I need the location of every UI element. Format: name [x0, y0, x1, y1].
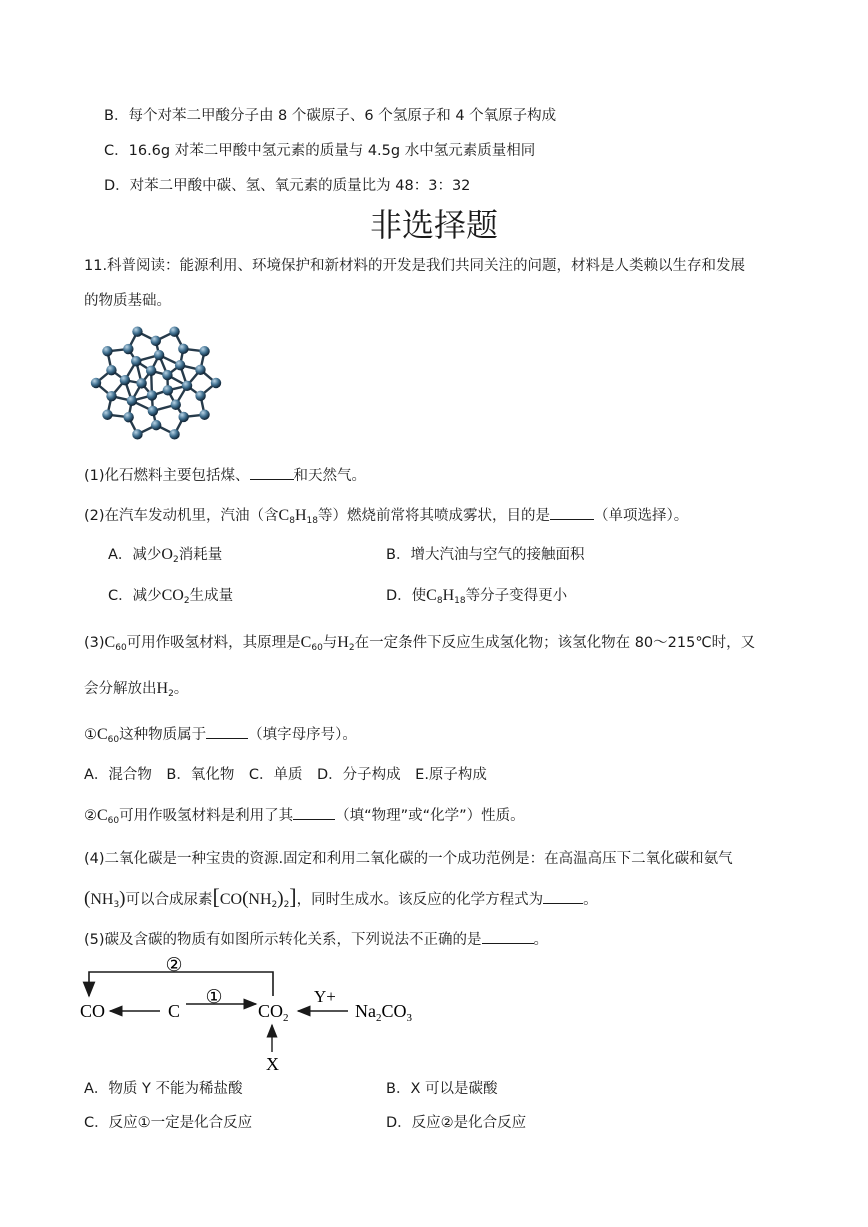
answer-blank-3b[interactable] — [293, 805, 335, 820]
c60-atom — [102, 410, 112, 420]
q11-part1: (1)化石燃料主要包括煤、 和天然气。 — [84, 465, 366, 486]
q11-part5-option-a: A．物质 Y 不能为稀盐酸 — [84, 1081, 243, 1097]
c60-atom — [136, 378, 146, 388]
q11-part4: (4)二氧化碳是一种宝贵的资源.固定和利用二氧化碳的一个成功范例是：在高温高压下二氧化碳和氨气 — [84, 851, 733, 867]
c60-atom — [120, 375, 130, 385]
c60-atom — [151, 336, 161, 346]
c60-atom — [178, 344, 188, 354]
answer-blank-1[interactable] — [250, 465, 294, 480]
co2-label: $CO_2$ — [258, 1001, 289, 1024]
reaction-1-label: ① — [205, 987, 223, 1008]
carbon-conversion-diagram — [76, 952, 436, 1076]
c60-atom — [123, 344, 133, 354]
c60-atom — [178, 412, 188, 422]
q11-part3-sub1-options: A．混合物 B．氧化物 C．单质 D．分子构成 E.原子构成 — [84, 767, 487, 783]
answer-blank-2[interactable] — [550, 505, 594, 520]
q11-part2-option-a: A．减少$O_2$消耗量 — [108, 546, 223, 565]
q11-part5: (5)碳及含碳的物质有如图所示转化关系，下列说法不正确的是 。 — [84, 929, 548, 950]
answer-blank-3a[interactable] — [206, 724, 248, 739]
c60-atom — [169, 326, 179, 336]
c60-atom — [151, 420, 161, 430]
c60-atom — [106, 391, 116, 401]
option-d: D．对苯二甲酸中碳、氢、氧元素的质量比为 48：3：32 — [104, 178, 471, 194]
c60-atom — [199, 410, 209, 420]
c60-atom — [123, 412, 133, 422]
c60-atom — [154, 350, 164, 360]
q11-intro-line1: 11.科普阅读：能源利用、环境保护和新材料的开发是我们共同关注的问题，材料是人类赖以生存和发展 — [84, 258, 746, 274]
co-label: CO — [80, 1001, 106, 1021]
c60-atom — [102, 346, 112, 356]
reaction-2-label: ② — [165, 955, 183, 976]
c60-atom — [131, 356, 141, 366]
c60-atom — [127, 396, 137, 406]
q11-part4-line2: $(NH_3)$可以合成尿素$[CO(NH_2)_2]$，同时生成水。该反应的化学方程式为 。 — [84, 884, 598, 910]
c60-atom — [163, 385, 173, 395]
answer-blank-4[interactable] — [543, 889, 583, 904]
q11-part2-option-c: C．减少$CO_2$生成量 — [108, 587, 234, 606]
c-label: C — [168, 1001, 181, 1021]
c60-atom — [106, 365, 116, 375]
c60-atom — [211, 378, 221, 388]
na2co3-label: $Na_2CO_3$ — [355, 1001, 413, 1024]
c60-atom — [195, 365, 205, 375]
c60-atom — [199, 346, 209, 356]
c60-molecule-image — [86, 325, 226, 445]
c60-atom — [132, 429, 142, 439]
q11-part5-option-d: D．反应②是化合反应 — [386, 1115, 527, 1131]
q11-part3: $(3)C_{60}$可用作吸氢材料，其原理是$C_{60}$与$H_2$在一定条件下反应生成氢化物；该氢化物在 80～215℃时，又 — [84, 634, 756, 653]
c60-atom — [148, 406, 158, 416]
option-c: C．16.6g 对苯二甲酸中氢元素的质量与 4.5g 水中氢元素质量相同 — [104, 143, 536, 159]
q11-part3-sub1: $①C_{60}$这种物质属于 （填字母序号）。 — [84, 726, 357, 745]
answer-blank-5[interactable] — [482, 929, 534, 944]
c60-atom — [169, 429, 179, 439]
q11-part2: (2)在汽车发动机里，汽油（含$C_8H_{18}$等）燃烧前常将其喷成雾状，目的是 （单项选择）。 — [84, 507, 689, 526]
c60-atom — [162, 370, 172, 380]
q11-intro-line2: 的物质基础。 — [84, 293, 171, 309]
option-b: B．每个对苯二甲酸分子由 8 个碳原子、6 个氢原子和 4 个氧原子构成 — [104, 108, 557, 124]
c60-atom — [182, 381, 192, 391]
y-reagent-label: Y+ — [314, 987, 336, 1006]
q11-part3-sub2: $②C_{60}$可用作吸氢材料是利用了其 （填“物理”或“化学”）性质。 — [84, 807, 525, 826]
q11-part2-option-d: D．使$C_8H_{18}$等分子变得更小 — [386, 587, 568, 606]
c60-atom — [195, 391, 205, 401]
q11-part5-option-b: B．X 可以是碳酸 — [386, 1081, 498, 1097]
c60-atom — [146, 366, 156, 376]
x-label: X — [266, 1054, 279, 1074]
c60-atom — [171, 400, 181, 410]
q11-part3-line2: 会分解放出$H_2$。 — [84, 680, 189, 699]
c60-atom — [147, 390, 157, 400]
q11-part5-option-c: C．反应①一定是化合反应 — [84, 1115, 253, 1131]
c60-atom — [91, 378, 101, 388]
section-title: 非选择题 — [369, 206, 498, 244]
c60-atom — [132, 326, 142, 336]
c60-atom — [175, 360, 185, 370]
q11-part2-option-b: B．增大汽油与空气的接触面积 — [386, 547, 585, 563]
